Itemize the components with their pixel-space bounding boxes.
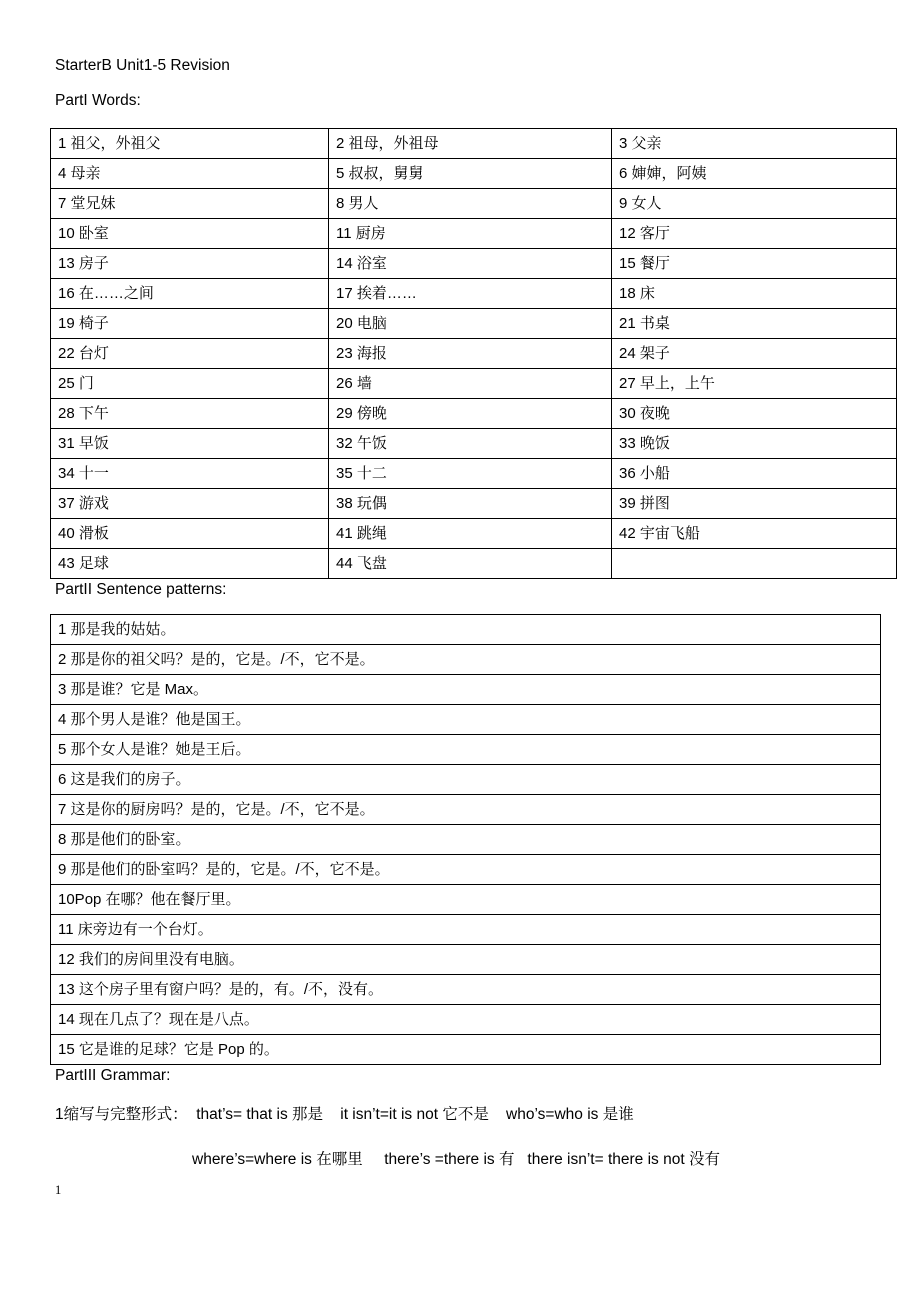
sentence-cell: 3 那是谁？它是 Max。 (51, 675, 881, 705)
sentence-cell: 8 那是他们的卧室。 (51, 825, 881, 855)
word-cell: 40 滑板 (51, 519, 329, 549)
word-cell: 24 架子 (612, 339, 897, 369)
words-table-body (51, 129, 897, 579)
table-row (51, 765, 881, 795)
word-cell: 7 堂兄妹 (51, 189, 329, 219)
table-row (51, 459, 897, 489)
table-row (51, 915, 881, 945)
word-cell: 21 书桌 (612, 309, 897, 339)
table-row (51, 189, 897, 219)
table-row (51, 705, 881, 735)
word-cell: 3 父亲 (612, 129, 897, 159)
word-cell: 15 餐厅 (612, 249, 897, 279)
word-cell: 33 晚饭 (612, 429, 897, 459)
table-row (51, 399, 897, 429)
word-cell: 1 祖父，外祖父 (51, 129, 329, 159)
word-cell: 13 房子 (51, 249, 329, 279)
word-cell: 37 游戏 (51, 489, 329, 519)
word-cell: 12 客厅 (612, 219, 897, 249)
part3-heading: PartIII Grammar: (55, 1067, 171, 1084)
word-cell: 41 跳绳 (329, 519, 612, 549)
sentence-cell: 9 那是他们的卧室吗？是的，它是。/不，它不是。 (51, 855, 881, 885)
table-row (51, 615, 881, 645)
sentence-cell: 6 这是我们的房子。 (51, 765, 881, 795)
word-cell: 18 床 (612, 279, 897, 309)
word-cell: 34 十一 (51, 459, 329, 489)
word-cell: 38 玩偶 (329, 489, 612, 519)
table-row (51, 945, 881, 975)
word-cell: 26 墙 (329, 369, 612, 399)
sentences-table-body (51, 615, 881, 1065)
table-row (51, 1005, 881, 1035)
table-row (51, 885, 881, 915)
table-row (51, 309, 897, 339)
sentence-cell: 15 它是谁的足球？它是 Pop 的。 (51, 1035, 881, 1065)
sentence-cell: 11 床旁边有一个台灯。 (51, 915, 881, 945)
table-row (51, 429, 897, 459)
part2-heading: PartII Sentence patterns: (55, 581, 227, 598)
part1-heading: PartI Words: (55, 92, 141, 109)
word-cell: 44 飞盘 (329, 549, 612, 579)
sentence-cell: 10Pop 在哪？他在餐厅里。 (51, 885, 881, 915)
table-row (51, 645, 881, 675)
grammar-contractions-line-1: 1缩写与完整形式： that’s= that is 那是 it isn’t=it is not 它不是 who’s=who is 是谁 (55, 1106, 634, 1123)
word-cell: 5 叔叔，舅舅 (329, 159, 612, 189)
word-cell: 31 早饭 (51, 429, 329, 459)
word-cell: 14 浴室 (329, 249, 612, 279)
table-row (51, 1035, 881, 1065)
word-cell: 17 挨着…… (329, 279, 612, 309)
word-cell: 36 小船 (612, 459, 897, 489)
grammar-contractions-line-2: where’s=where is 在哪里 there’s =there is 有 there isn’t= there is not 没有 (192, 1151, 720, 1168)
word-cell: 43 足球 (51, 549, 329, 579)
word-cell: 10 卧室 (51, 219, 329, 249)
word-cell: 29 傍晚 (329, 399, 612, 429)
sentence-cell: 14 现在几点了？现在是八点。 (51, 1005, 881, 1035)
word-cell: 4 母亲 (51, 159, 329, 189)
table-row (51, 795, 881, 825)
sentence-cell: 4 那个男人是谁？他是国王。 (51, 705, 881, 735)
table-row (51, 279, 897, 309)
table-row (51, 249, 897, 279)
word-cell: 32 午饭 (329, 429, 612, 459)
sentence-cell: 7 这是你的厨房吗？是的，它是。/不，它不是。 (51, 795, 881, 825)
sentences-table (50, 614, 881, 1065)
table-row (51, 549, 897, 579)
word-cell: 30 夜晚 (612, 399, 897, 429)
sentence-cell: 12 我们的房间里没有电脑。 (51, 945, 881, 975)
page-number: 1 (55, 1183, 62, 1197)
document-title: StarterB Unit1-5 Revision (55, 57, 230, 74)
word-cell: 6 婶婶，阿姨 (612, 159, 897, 189)
table-row (51, 675, 881, 705)
sentence-cell: 13 这个房子里有窗户吗？是的，有。/不，没有。 (51, 975, 881, 1005)
sentence-cell: 2 那是你的祖父吗？是的，它是。/不，它不是。 (51, 645, 881, 675)
word-cell: 20 电脑 (329, 309, 612, 339)
word-cell: 2 祖母，外祖母 (329, 129, 612, 159)
words-table (50, 128, 897, 579)
word-cell: 27 早上，上午 (612, 369, 897, 399)
word-cell (612, 549, 897, 579)
table-row (51, 825, 881, 855)
word-cell: 19 椅子 (51, 309, 329, 339)
word-cell: 9 女人 (612, 189, 897, 219)
table-row (51, 975, 881, 1005)
sentence-cell: 5 那个女人是谁？她是王后。 (51, 735, 881, 765)
word-cell: 11 厨房 (329, 219, 612, 249)
table-row (51, 855, 881, 885)
word-cell: 23 海报 (329, 339, 612, 369)
table-row (51, 519, 897, 549)
table-row (51, 369, 897, 399)
table-row (51, 735, 881, 765)
word-cell: 8 男人 (329, 189, 612, 219)
table-row (51, 339, 897, 369)
word-cell: 25 门 (51, 369, 329, 399)
table-row (51, 159, 897, 189)
word-cell: 16 在……之间 (51, 279, 329, 309)
word-cell: 22 台灯 (51, 339, 329, 369)
word-cell: 28 下午 (51, 399, 329, 429)
sentence-cell: 1 那是我的姑姑。 (51, 615, 881, 645)
word-cell: 42 宇宙飞船 (612, 519, 897, 549)
word-cell: 39 拼图 (612, 489, 897, 519)
table-row (51, 219, 897, 249)
table-row (51, 489, 897, 519)
word-cell: 35 十二 (329, 459, 612, 489)
table-row (51, 129, 897, 159)
